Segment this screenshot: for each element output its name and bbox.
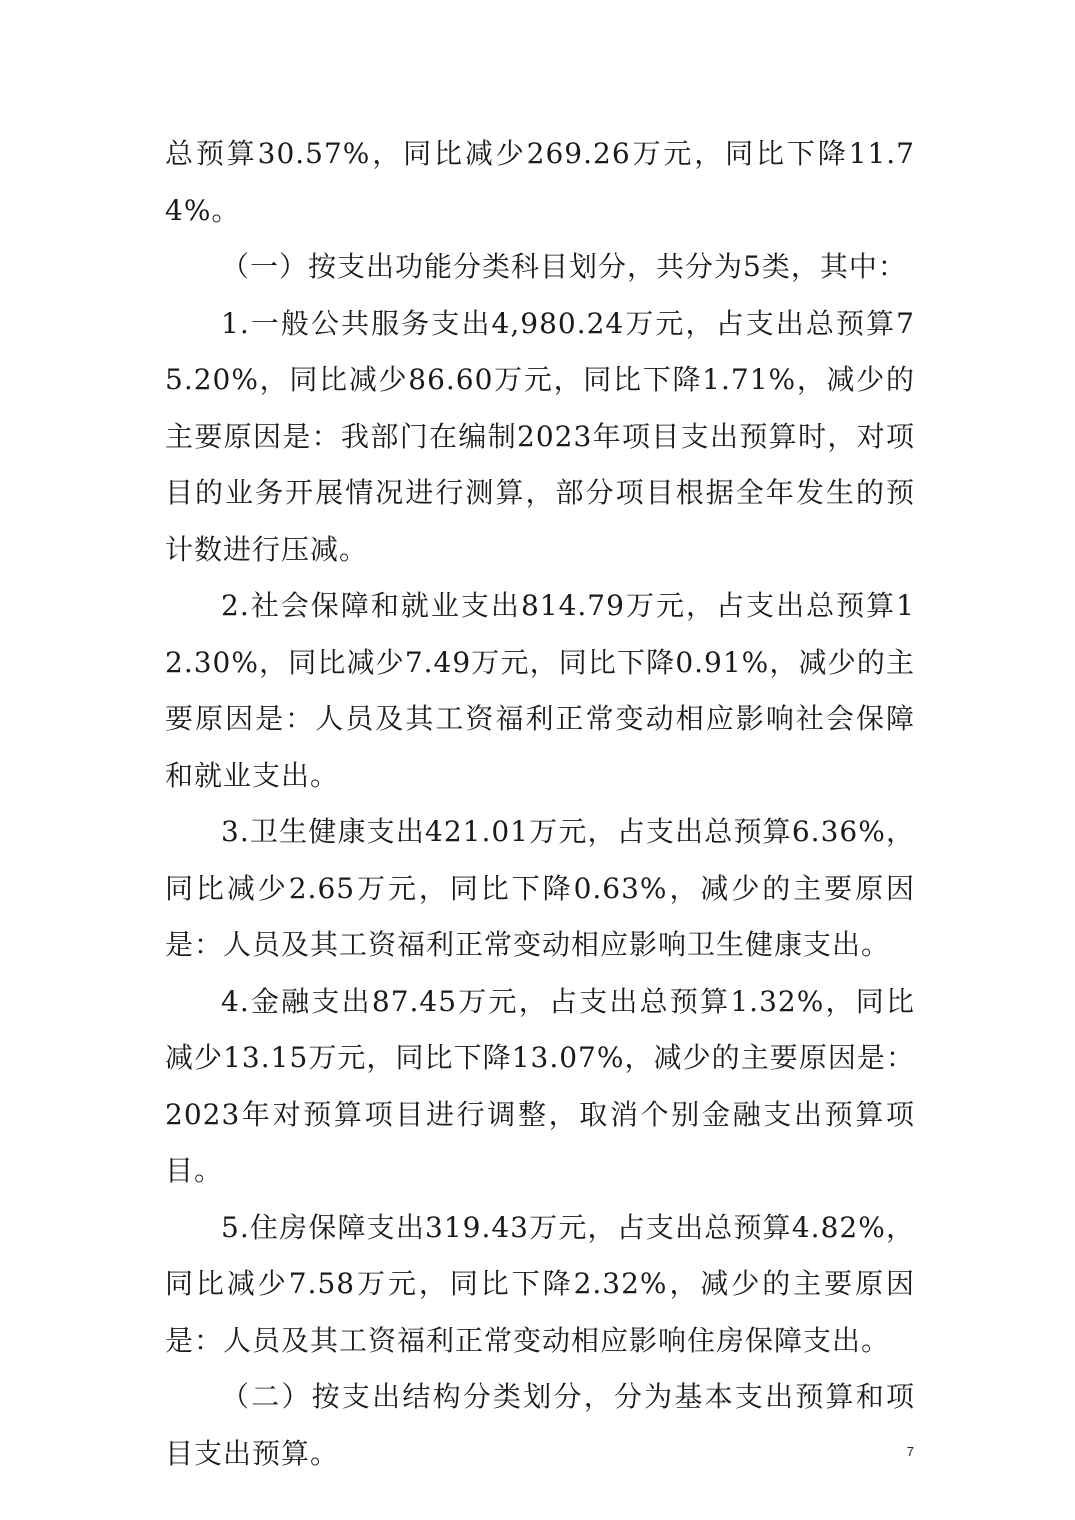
paragraph-general-public-services: 1.一般公共服务支出4,980.24万元，占支出总预算75.20%，同比减少86.60万元，同比下降1.71%，减少的主要原因是：我部门在编制2023年项目支出预算时，对项目的业务开展情况进行测算，部分项目根据全年发生的预计数进行压减。 (165, 306, 915, 566)
paragraph-structural-classification: （二）按支出结构分类划分，分为基本支出预算和项目支出预算。 (165, 1380, 915, 1470)
document-body (165, 126, 915, 1482)
paragraph-housing-security: 5.住房保障支出319.43万元，占支出总预算4.82%，同比减少7.58万元，同比下降2.32%，减少的主要原因是：人员及其工资福利正常变动相应影响住房保障支出。 (165, 1210, 915, 1357)
paragraph-budget-summary: 总预算30.57%，同比减少269.26万元，同比下降11.74%。 (165, 137, 915, 227)
paragraph-social-security-employment: 2.社会保障和就业支出814.79万元，占支出总预算12.30%，同比减少7.49万元，同比下降0.91%，减少的主要原因是：人员及其工资福利正常变动相应影响社会保障和就业支出。 (165, 589, 915, 792)
paragraph-health: 3.卫生健康支出421.01万元，占支出总预算6.36%，同比减少2.65万元，同比下降0.63%，减少的主要原因是：人员及其工资福利正常变动相应影响卫生健康支出。 (165, 815, 915, 961)
page-number: 7 (906, 1444, 914, 1459)
paragraph-finance: 4.金融支出87.45万元，占支出总预算1.32%，同比减少13.15万元，同比下降13.07%，减少的主要原因是：2023年对预算项目进行调整，取消个别金融支出预算项目。 (165, 984, 915, 1187)
paragraph-functional-classification: （一）按支出功能分类科目划分，共分为5类，其中： (221, 250, 907, 283)
